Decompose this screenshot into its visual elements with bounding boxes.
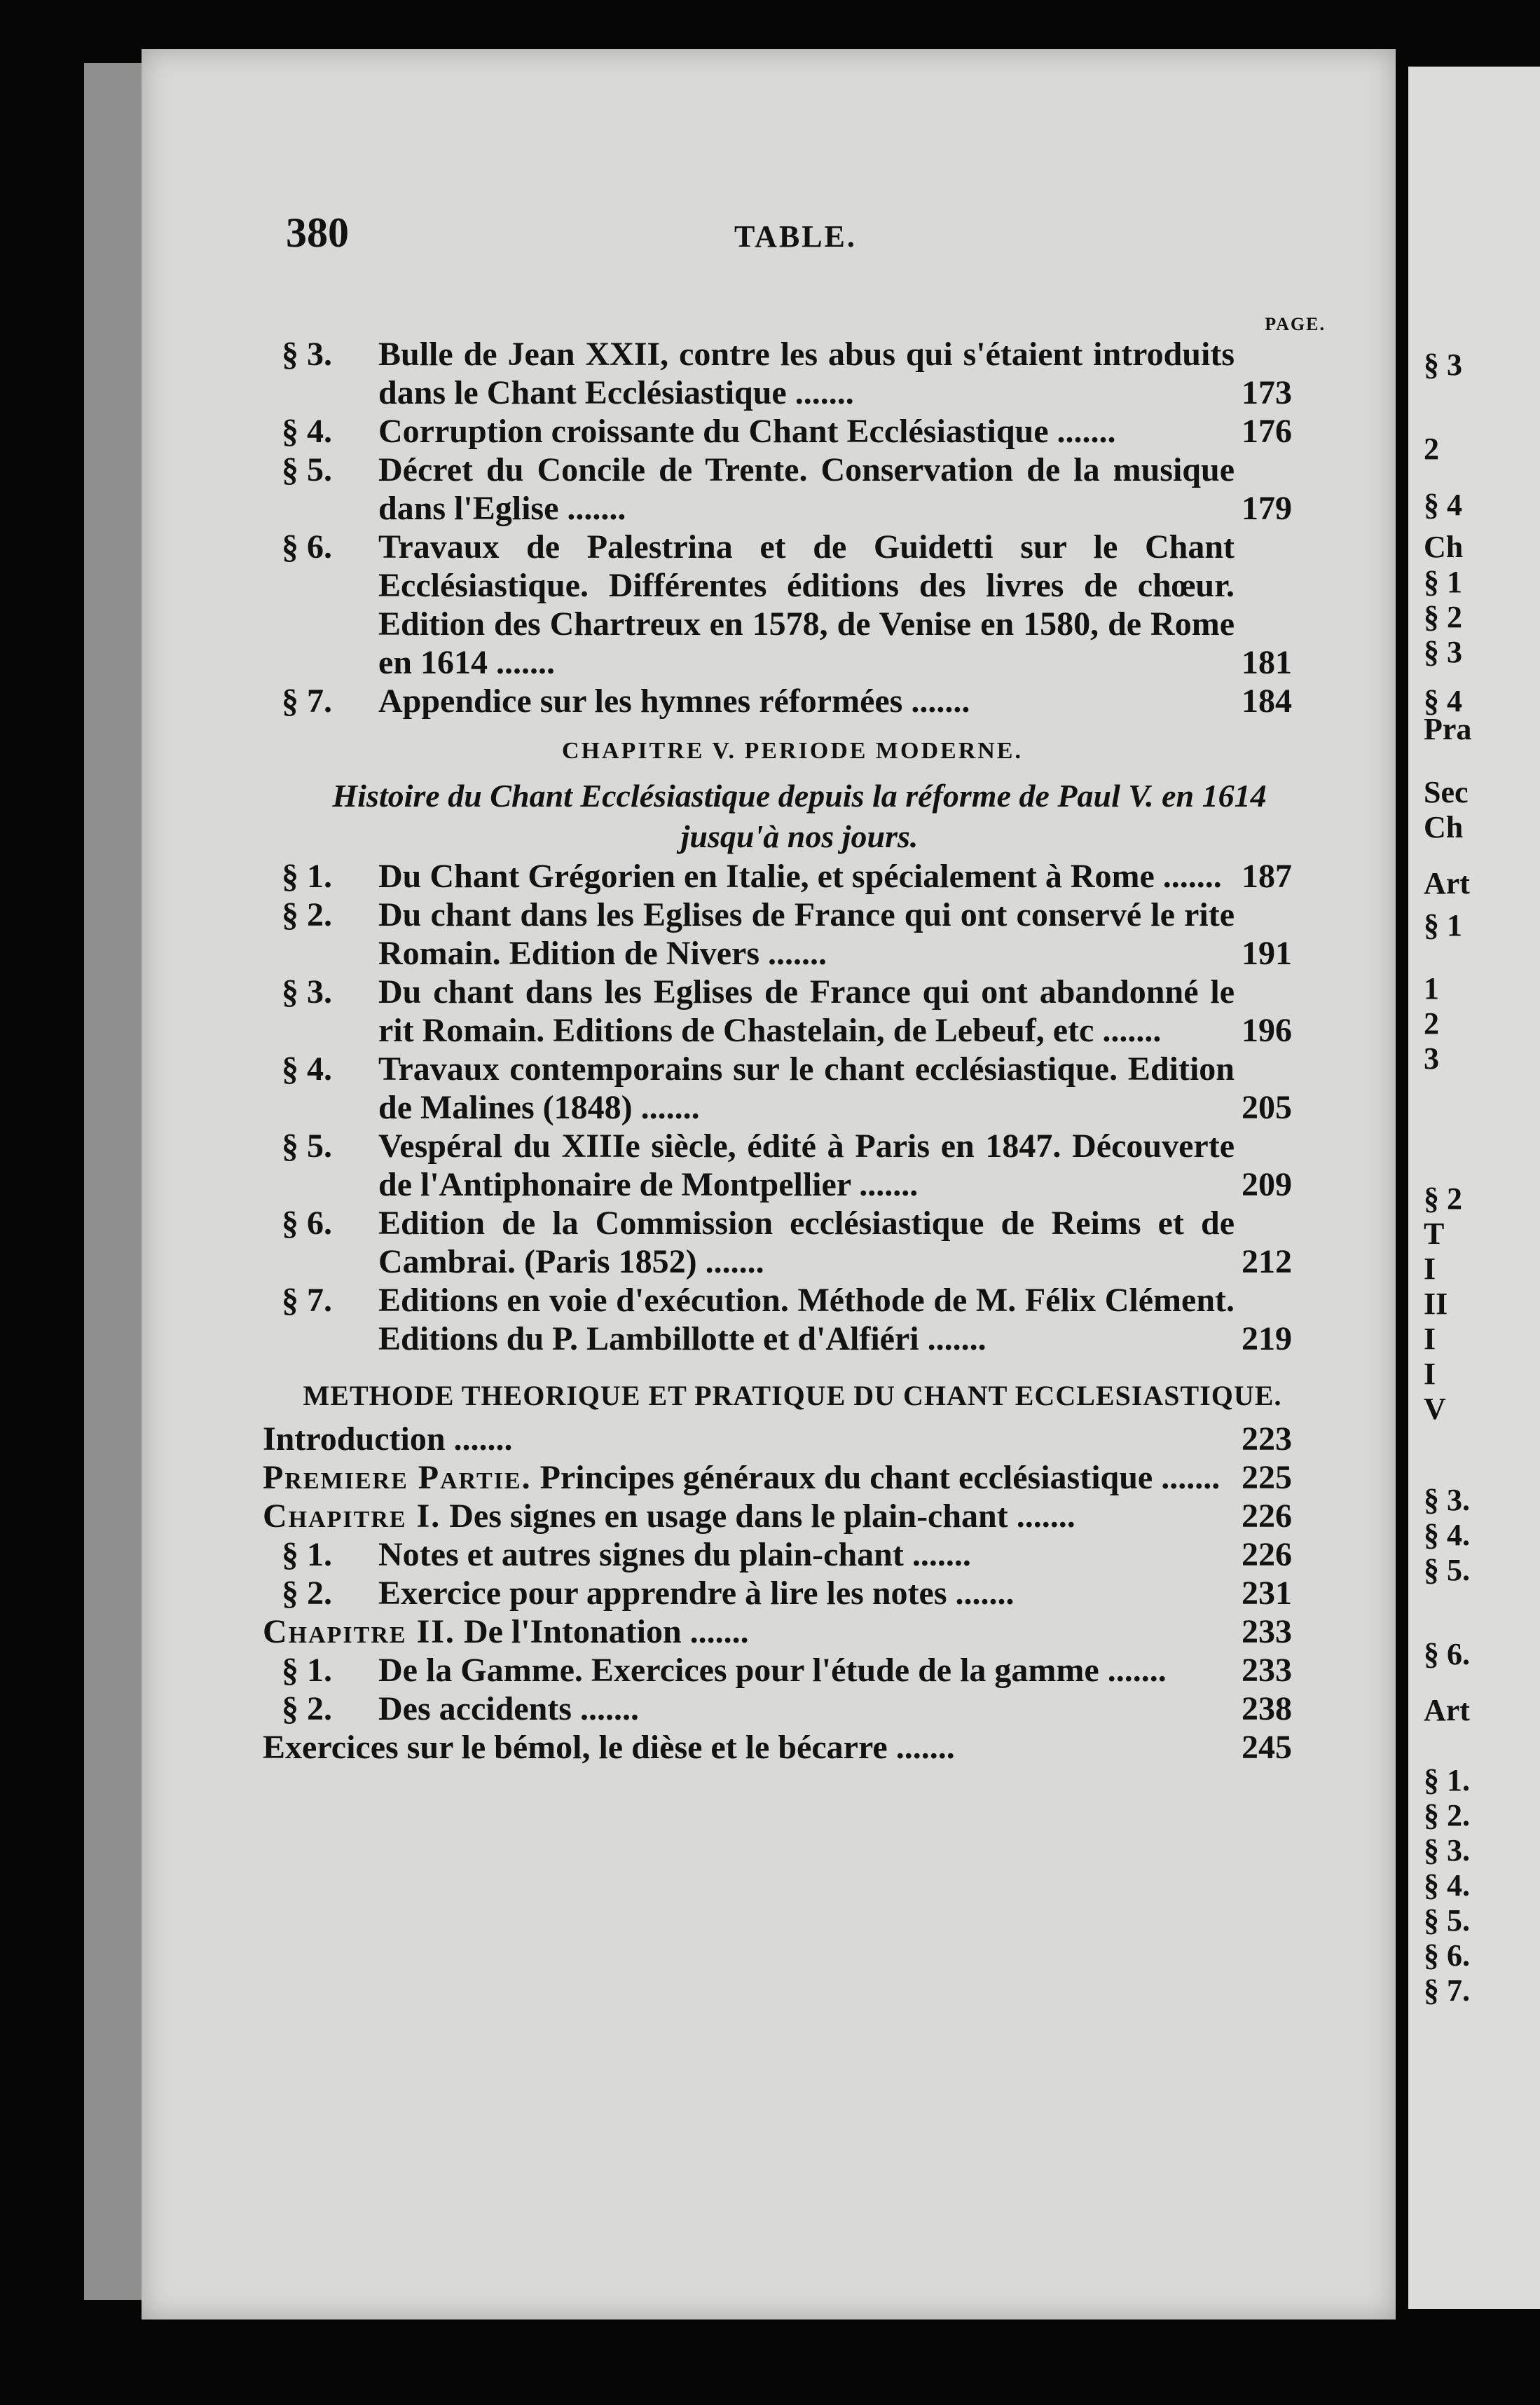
facing-page-fragment: I <box>1424 1322 1436 1356</box>
dot-leader: ....... <box>947 1575 1015 1612</box>
dot-leader: ....... <box>488 644 555 681</box>
dot-leader: ....... <box>445 1420 513 1458</box>
entry-title: Travaux contemporains sur le chant ecclésiastique. Edition de Malines (1848) <box>378 1050 1235 1126</box>
facing-page-fragment: Art <box>1424 1693 1470 1727</box>
page-ref: 187 <box>1242 858 1292 895</box>
page-ref: 196 <box>1242 1012 1292 1049</box>
facing-page-fragment: § 3 <box>1424 635 1462 669</box>
facing-page-fragment: § 1 <box>1424 565 1462 599</box>
facing-page-fragment: § 1 <box>1424 908 1462 943</box>
section-number: § 3. <box>282 336 332 373</box>
facing-page-fragment: Ch <box>1424 810 1464 844</box>
toc-entry <box>259 1420 1326 1458</box>
toc-entry <box>259 1458 1326 1497</box>
entry-title: Editions en voie d'exécution. Méthode de M. Félix Clément. Editions du P. Lambillotte et d'Alfiéri <box>378 1282 1235 1357</box>
page-ref: 209 <box>1242 1166 1292 1203</box>
facing-page-fragment: § 2 <box>1424 600 1462 634</box>
chapter-heading: CHAPITRE V. PERIODE MODERNE. <box>562 738 1023 764</box>
section-number: § 6. <box>282 528 332 566</box>
entry-title: Des accidents <box>378 1690 572 1727</box>
entries-chapter-iv <box>259 335 1326 720</box>
section-number: § 4. <box>282 1050 332 1088</box>
toc-entry <box>259 1127 1326 1204</box>
toc-entry <box>259 1651 1326 1690</box>
section-number: § 4. <box>282 413 332 450</box>
toc-entry <box>259 1612 1326 1651</box>
facing-page-fragment: § 2. <box>1424 1798 1470 1832</box>
dot-leader: ....... <box>632 1089 700 1126</box>
section-number: § 1. <box>282 1536 332 1573</box>
dot-leader: ....... <box>1048 413 1116 450</box>
facing-page-fragment: § 4. <box>1424 1518 1470 1552</box>
toc-entry <box>259 1281 1326 1358</box>
toc-entry <box>259 1728 1326 1767</box>
dot-leader: ....... <box>1099 1652 1167 1689</box>
facing-page-fragment: II <box>1424 1287 1448 1321</box>
page-ref: 191 <box>1242 935 1292 972</box>
dot-leader: ....... <box>1154 858 1222 895</box>
entry-title: Notes et autres signes du plain-chant <box>378 1536 904 1573</box>
facing-page-fragment: § 6. <box>1424 1637 1470 1671</box>
toc-entry <box>259 528 1326 682</box>
toc-entry <box>259 412 1326 451</box>
entry-title: Appendice sur les hymnes réformées <box>378 683 903 720</box>
facing-page-fragment: T <box>1424 1217 1445 1251</box>
facing-page-fragment: § 5. <box>1424 1553 1470 1587</box>
toc-entry <box>259 1574 1326 1612</box>
page-ref: 233 <box>1242 1613 1292 1650</box>
facing-page-fragment: I <box>1424 1252 1436 1286</box>
entry-title: De la Gamme. Exercices pour l'étude de la gamme <box>378 1652 1099 1689</box>
dot-leader: ....... <box>902 683 970 720</box>
facing-page-fragment: § 4 <box>1424 684 1462 718</box>
facing-page-fragment: Pra <box>1424 712 1472 746</box>
toc-entry <box>259 1690 1326 1728</box>
section-number: § 7. <box>282 683 332 720</box>
entry-title: Principes généraux du chant ecclésiastique <box>539 1459 1153 1496</box>
entry-title: Edition de la Commission ecclésiastique de Reims et de Cambrai. (Paris 1852) <box>378 1205 1235 1280</box>
page-number: 380 <box>286 210 349 256</box>
dot-leader: ....... <box>681 1613 749 1650</box>
page-ref: 176 <box>1242 413 1292 450</box>
left-page-edge <box>84 63 142 2300</box>
section-number: § 2. <box>282 896 332 933</box>
dot-leader: ....... <box>887 1729 955 1766</box>
entry-lead: Premiere Partie. <box>263 1459 532 1496</box>
dot-leader: ....... <box>1153 1459 1221 1496</box>
page-column-label: PAGE. <box>1265 314 1326 334</box>
entry-title: Vespéral du XIIIe siècle, édité à Paris en 1847. Découverte de l'Antiphonaire de Montpellier <box>378 1128 1235 1203</box>
dot-leader: ....... <box>571 1690 639 1727</box>
dot-leader: ....... <box>696 1243 764 1280</box>
facing-page-fragment: § 3 <box>1424 348 1462 382</box>
toc-entry <box>259 335 1326 412</box>
facing-page-fragment: V <box>1424 1392 1446 1426</box>
entry-lead: Chapitre I. <box>263 1498 441 1535</box>
toc-entry <box>259 682 1326 720</box>
entry-title: Corruption croissante du Chant Ecclésiastique <box>378 413 1049 450</box>
section-number: § 3. <box>282 973 332 1010</box>
page-ref: 226 <box>1242 1536 1292 1573</box>
entry-title: Bulle de Jean XXII, contre les abus qui s'étaient introduits dans le Chant Ecclésiastique <box>378 336 1235 411</box>
facing-page-fragment: Art <box>1424 866 1470 900</box>
facing-page-fragment: § 1. <box>1424 1763 1470 1797</box>
entry-lead: Chapitre II. <box>263 1613 455 1650</box>
page-ref: 223 <box>1242 1420 1292 1458</box>
section-number: § 7. <box>282 1282 332 1319</box>
section-number: § 5. <box>282 451 332 488</box>
facing-page-fragment: I <box>1424 1357 1436 1391</box>
facing-page-fragment: § 6. <box>1424 1938 1470 1973</box>
facing-page-fragment: § 5. <box>1424 1903 1470 1938</box>
page-ref: 238 <box>1242 1690 1292 1727</box>
facing-page-fragment: § 3. <box>1424 1483 1470 1517</box>
facing-page-fragment: § 7. <box>1424 1973 1470 2008</box>
toc-entry <box>259 1497 1326 1535</box>
page-ref: 233 <box>1242 1652 1292 1689</box>
toc-entry <box>259 896 1326 973</box>
page-ref: 226 <box>1242 1498 1292 1535</box>
section-number: § 1. <box>282 858 332 895</box>
page-header <box>286 209 1323 258</box>
page-ref: 179 <box>1242 490 1292 527</box>
entry-title: Des signes en usage dans le plain-chant <box>449 1498 1008 1535</box>
section-number: § 2. <box>282 1575 332 1612</box>
facing-page-fragment: 2 <box>1424 1006 1439 1041</box>
toc-entry <box>259 857 1326 896</box>
toc-entry <box>259 973 1326 1050</box>
page-ref: 205 <box>1242 1089 1292 1126</box>
entries-chapter-v <box>259 857 1326 1358</box>
facing-page-fragment: 3 <box>1424 1041 1439 1076</box>
facing-page-fragment: § 4 <box>1424 488 1462 522</box>
page-ref: 212 <box>1242 1243 1292 1280</box>
page-ref: 231 <box>1242 1575 1292 1612</box>
entry-title: Exercices sur le bémol, le dièse et le bécarre <box>263 1729 888 1766</box>
page-ref: 173 <box>1242 374 1292 411</box>
entries-methode <box>259 1420 1326 1767</box>
toc-entry <box>259 451 1326 528</box>
table-of-contents <box>259 314 1326 2122</box>
facing-page-fragment: 2 <box>1424 432 1439 466</box>
page-ref: 245 <box>1242 1729 1292 1766</box>
dot-leader: ....... <box>759 935 827 972</box>
page-ref: 181 <box>1242 644 1292 681</box>
toc-entry <box>259 1050 1326 1127</box>
section-number: § 1. <box>282 1652 332 1689</box>
dot-leader: ....... <box>919 1320 986 1357</box>
facing-page-fragment: Ch <box>1424 530 1464 564</box>
section-number: § 6. <box>282 1205 332 1242</box>
dot-leader: ....... <box>903 1536 971 1573</box>
section-number: § 2. <box>282 1690 332 1727</box>
entry-title: De l'Intonation <box>463 1613 682 1650</box>
entry-title: Exercice pour apprendre à lire les notes <box>378 1575 947 1612</box>
toc-entry <box>259 1535 1326 1574</box>
entry-title: Travaux de Palestrina et de Guidetti sur le Chant Ecclésiastique. Différentes éditions des livres de chœur. Edition des Chartreux en 1578, de Venise en 1580, de Rome en 1614 <box>378 528 1235 681</box>
page-ref: 219 <box>1242 1320 1292 1357</box>
section-number: § 5. <box>282 1128 332 1165</box>
chapter-subtitle: Histoire du Chant Ecclésiastique depuis la réforme de Paul V. en 1614 jusqu'à nos jours. <box>332 778 1267 854</box>
dot-leader: ....... <box>558 490 626 527</box>
entry-title: Du Chant Grégorien en Italie, et spécialement à Rome <box>378 858 1155 895</box>
page-ref: 225 <box>1242 1459 1292 1496</box>
entry-title: Du chant dans les Eglises de France qui ont conservé le rite Romain. Edition de Nivers <box>378 896 1235 972</box>
dot-leader: ....... <box>1008 1498 1075 1535</box>
facing-page-fragment: § 3. <box>1424 1833 1470 1868</box>
page-ref: 184 <box>1242 683 1292 720</box>
dot-leader: ....... <box>1094 1012 1162 1049</box>
dot-leader: ....... <box>786 374 854 411</box>
entry-title: Introduction <box>263 1420 446 1458</box>
facing-page-fragment: 1 <box>1424 971 1439 1006</box>
facing-page-fragment: § 2 <box>1424 1181 1462 1216</box>
running-title: TABLE. <box>734 219 857 254</box>
dot-leader: ....... <box>851 1166 919 1203</box>
entry-title: Décret du Concile de Trente. Conservation de la musique dans l'Eglise <box>378 451 1235 527</box>
facing-page-fragment: Sec <box>1424 775 1469 809</box>
toc-entry <box>259 1204 1326 1281</box>
entry-title: Du chant dans les Eglises de France qui ont abandonné le rit Romain. Editions de Chastelain, de Lebeuf, etc <box>378 973 1235 1049</box>
facing-page-edge <box>1408 67 1540 2309</box>
section-heading: METHODE THEORIQUE ET PRATIQUE DU CHANT ECCLESIASTIQUE. <box>303 1380 1282 1411</box>
facing-page-fragment: § 4. <box>1424 1868 1470 1903</box>
